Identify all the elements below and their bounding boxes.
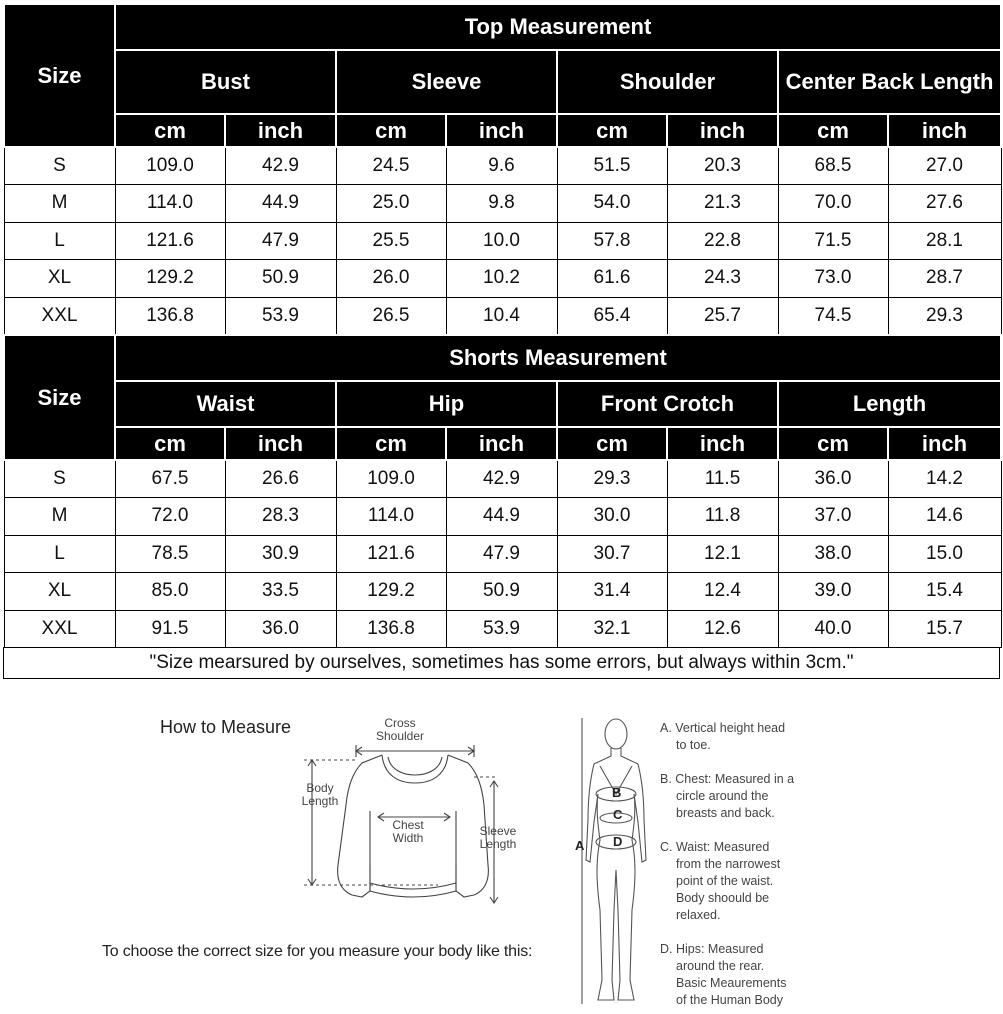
measurement-cell: 114.0	[336, 498, 446, 536]
unit-header: cm	[557, 427, 667, 460]
measurement-cell: 27.6	[888, 185, 1001, 223]
measurement-cell: 22.8	[667, 222, 778, 260]
table-row	[4, 610, 1001, 648]
measurement-cell: 24.3	[667, 260, 778, 298]
measurement-cell: 57.8	[557, 222, 667, 260]
measurement-cell: 65.4	[557, 297, 667, 335]
measurement-cell: 109.0	[115, 147, 225, 185]
how-to-measure-title: How to Measure	[160, 717, 292, 737]
measurement-cell: 12.6	[667, 610, 778, 648]
measurement-note: "Size mearsured by ourselves, sometimes has some errors, but always within 3cm."	[3, 647, 1000, 679]
table-row	[4, 498, 1001, 536]
label-line: Cross	[384, 716, 416, 730]
table-row	[4, 460, 1001, 498]
legend-line: relaxed.	[676, 908, 721, 922]
legend-a	[660, 720, 785, 754]
top-table-body	[4, 147, 1001, 335]
measurement-cell: 70.0	[778, 185, 888, 223]
label-line: Chest	[392, 818, 424, 832]
measurement-cell: 68.5	[778, 147, 888, 185]
table-title: Shorts Measurement	[115, 335, 1001, 381]
measurement-cell: 73.0	[778, 260, 888, 298]
legend-line: point of the waist.	[676, 874, 774, 888]
label-line: Sleeve	[479, 824, 517, 838]
measurement-cell: 40.0	[778, 610, 888, 648]
label-line: Width	[392, 831, 424, 845]
label-line: Shoulder	[375, 729, 425, 743]
measurement-cell: 121.6	[336, 535, 446, 573]
column-group-header: Waist	[115, 381, 336, 427]
measurement-cell: 11.5	[667, 460, 778, 498]
measurement-cell: 29.3	[888, 297, 1001, 335]
chest-width-label	[382, 819, 434, 845]
measurement-cell: 30.9	[225, 535, 336, 573]
measurement-cell: 26.0	[336, 260, 446, 298]
measure-instructions: To choose the correct size for you measure your body like this:	[102, 943, 533, 960]
measurement-cell: 114.0	[115, 185, 225, 223]
measurement-cell: 10.4	[446, 297, 557, 335]
column-group-header: Bust	[115, 50, 336, 114]
measurement-cell: 36.0	[225, 610, 336, 648]
measurement-cell: 47.9	[225, 222, 336, 260]
measurement-cell: 26.6	[225, 460, 336, 498]
legend-line: circle around the	[676, 789, 769, 803]
letter-c: C	[613, 807, 623, 822]
table-row	[4, 185, 1001, 223]
measurement-cell: 14.6	[888, 498, 1001, 536]
unit-header: inch	[667, 427, 778, 460]
shorts-measurement-table	[3, 334, 1002, 648]
size-cell: S	[4, 460, 115, 498]
table-row	[4, 573, 1001, 611]
size-cell: XXL	[4, 297, 115, 335]
table-row	[4, 297, 1001, 335]
measurement-cell: 15.0	[888, 535, 1001, 573]
measurement-cell: 20.3	[667, 147, 778, 185]
measurement-cell: 15.7	[888, 610, 1001, 648]
letter-d: D	[613, 834, 623, 849]
measurement-cell: 33.5	[225, 573, 336, 611]
measurement-cell: 44.9	[446, 498, 557, 536]
measurement-cell: 129.2	[115, 260, 225, 298]
table-row	[4, 535, 1001, 573]
size-cell: XXL	[4, 610, 115, 648]
measurement-cell: 31.4	[557, 573, 667, 611]
measurement-cell: 14.2	[888, 460, 1001, 498]
column-group-header: Front Crotch	[557, 381, 778, 427]
measurement-cell: 129.2	[336, 573, 446, 611]
table-title: Top Measurement	[115, 4, 1001, 50]
measurement-cell: 136.8	[336, 610, 446, 648]
unit-header: cm	[557, 114, 667, 147]
measurement-cell: 61.6	[557, 260, 667, 298]
legend-line: Body shoould be	[676, 891, 770, 905]
measurement-cell: 53.9	[225, 297, 336, 335]
unit-header: inch	[888, 427, 1001, 460]
size-cell: XL	[4, 260, 115, 298]
body-figure	[576, 710, 656, 1010]
unit-header: inch	[888, 114, 1001, 147]
measurement-cell: 38.0	[778, 535, 888, 573]
measurement-cell: 11.8	[667, 498, 778, 536]
measurement-cell: 36.0	[778, 460, 888, 498]
legend-b	[660, 771, 794, 822]
measurement-cell: 71.5	[778, 222, 888, 260]
measurement-cell: 25.0	[336, 185, 446, 223]
column-group-header: Sleeve	[336, 50, 557, 114]
measurement-cell: 21.3	[667, 185, 778, 223]
size-cell: XL	[4, 573, 115, 611]
measurement-cell: 78.5	[115, 535, 225, 573]
sleeve-length-label	[470, 825, 526, 851]
legend-line: of the Human Body	[676, 993, 784, 1007]
table-row	[4, 147, 1001, 185]
measurement-cell: 54.0	[557, 185, 667, 223]
legend-line: B. Chest: Measured in a	[660, 772, 795, 786]
measurement-cell: 25.7	[667, 297, 778, 335]
measurement-cell: 28.1	[888, 222, 1001, 260]
measurement-cell: 29.3	[557, 460, 667, 498]
legend-c	[660, 839, 780, 924]
shorts-table-body	[4, 460, 1001, 648]
size-header: Size	[4, 4, 115, 147]
measurement-cell: 109.0	[336, 460, 446, 498]
unit-header: cm	[336, 427, 446, 460]
legend-line: around the rear.	[676, 959, 765, 973]
measurement-cell: 12.4	[667, 573, 778, 611]
measurement-cell: 39.0	[778, 573, 888, 611]
cross-shoulder-label	[372, 717, 428, 743]
unit-header: cm	[336, 114, 446, 147]
measurement-cell: 51.5	[557, 147, 667, 185]
size-chart	[3, 3, 1000, 678]
legend-line: Basic Meaurements	[676, 976, 787, 990]
legend-d	[660, 941, 786, 1009]
body-length-label	[294, 782, 346, 808]
unit-header: cm	[778, 114, 888, 147]
measurement-cell: 85.0	[115, 573, 225, 611]
column-group-header: Hip	[336, 381, 557, 427]
size-header: Size	[4, 335, 115, 460]
unit-header: cm	[778, 427, 888, 460]
measurement-cell: 24.5	[336, 147, 446, 185]
legend-line: A. Vertical height head	[660, 721, 786, 735]
measurement-cell: 37.0	[778, 498, 888, 536]
unit-header: cm	[115, 114, 225, 147]
measurement-cell: 53.9	[446, 610, 557, 648]
letter-b: B	[612, 785, 622, 800]
size-cell: M	[4, 185, 115, 223]
measurement-cell: 44.9	[225, 185, 336, 223]
measurement-cell: 42.9	[225, 147, 336, 185]
legend-line: from the narrowest	[676, 857, 781, 871]
measurement-cell: 91.5	[115, 610, 225, 648]
measurement-cell: 25.5	[336, 222, 446, 260]
size-cell: L	[4, 222, 115, 260]
legend-line: breasts and back.	[676, 806, 775, 820]
measurement-cell: 28.7	[888, 260, 1001, 298]
table-row	[4, 222, 1001, 260]
measurement-cell: 27.0	[888, 147, 1001, 185]
measurement-cell: 72.0	[115, 498, 225, 536]
measurement-cell: 136.8	[115, 297, 225, 335]
measurement-cell: 47.9	[446, 535, 557, 573]
measurement-cell: 9.8	[446, 185, 557, 223]
measurement-cell: 10.0	[446, 222, 557, 260]
column-group-header: Length	[778, 381, 1001, 427]
column-group-header: Center Back Length	[778, 50, 1001, 114]
measurement-cell: 12.1	[667, 535, 778, 573]
size-cell: L	[4, 535, 115, 573]
legend-line: to toe.	[676, 738, 711, 752]
unit-header: inch	[225, 427, 336, 460]
measurement-cell: 50.9	[446, 573, 557, 611]
measurement-cell: 42.9	[446, 460, 557, 498]
measurement-cell: 121.6	[115, 222, 225, 260]
unit-header: inch	[225, 114, 336, 147]
measurement-cell: 50.9	[225, 260, 336, 298]
unit-header: inch	[446, 427, 557, 460]
measurement-cell: 10.2	[446, 260, 557, 298]
table-row	[4, 260, 1001, 298]
unit-header: cm	[115, 427, 225, 460]
measurement-cell: 30.7	[557, 535, 667, 573]
measurement-cell: 15.4	[888, 573, 1001, 611]
size-cell: M	[4, 498, 115, 536]
measurement-cell: 32.1	[557, 610, 667, 648]
measurement-cell: 30.0	[557, 498, 667, 536]
measurement-cell: 26.5	[336, 297, 446, 335]
sweater-diagram	[298, 715, 528, 910]
size-cell: S	[4, 147, 115, 185]
legend-line: D. Hips: Measured	[660, 942, 764, 956]
label-line: Length	[301, 794, 339, 808]
unit-header: inch	[667, 114, 778, 147]
measurement-cell: 28.3	[225, 498, 336, 536]
label-line: Length	[479, 837, 517, 851]
unit-header: inch	[446, 114, 557, 147]
measurement-cell: 74.5	[778, 297, 888, 335]
measurement-cell: 9.6	[446, 147, 557, 185]
column-group-header: Shoulder	[557, 50, 778, 114]
letter-a: A	[575, 838, 585, 853]
legend-line: C. Waist: Measured	[660, 840, 770, 854]
label-line: Body	[306, 781, 334, 795]
measurement-cell: 67.5	[115, 460, 225, 498]
top-measurement-table	[3, 3, 1002, 335]
